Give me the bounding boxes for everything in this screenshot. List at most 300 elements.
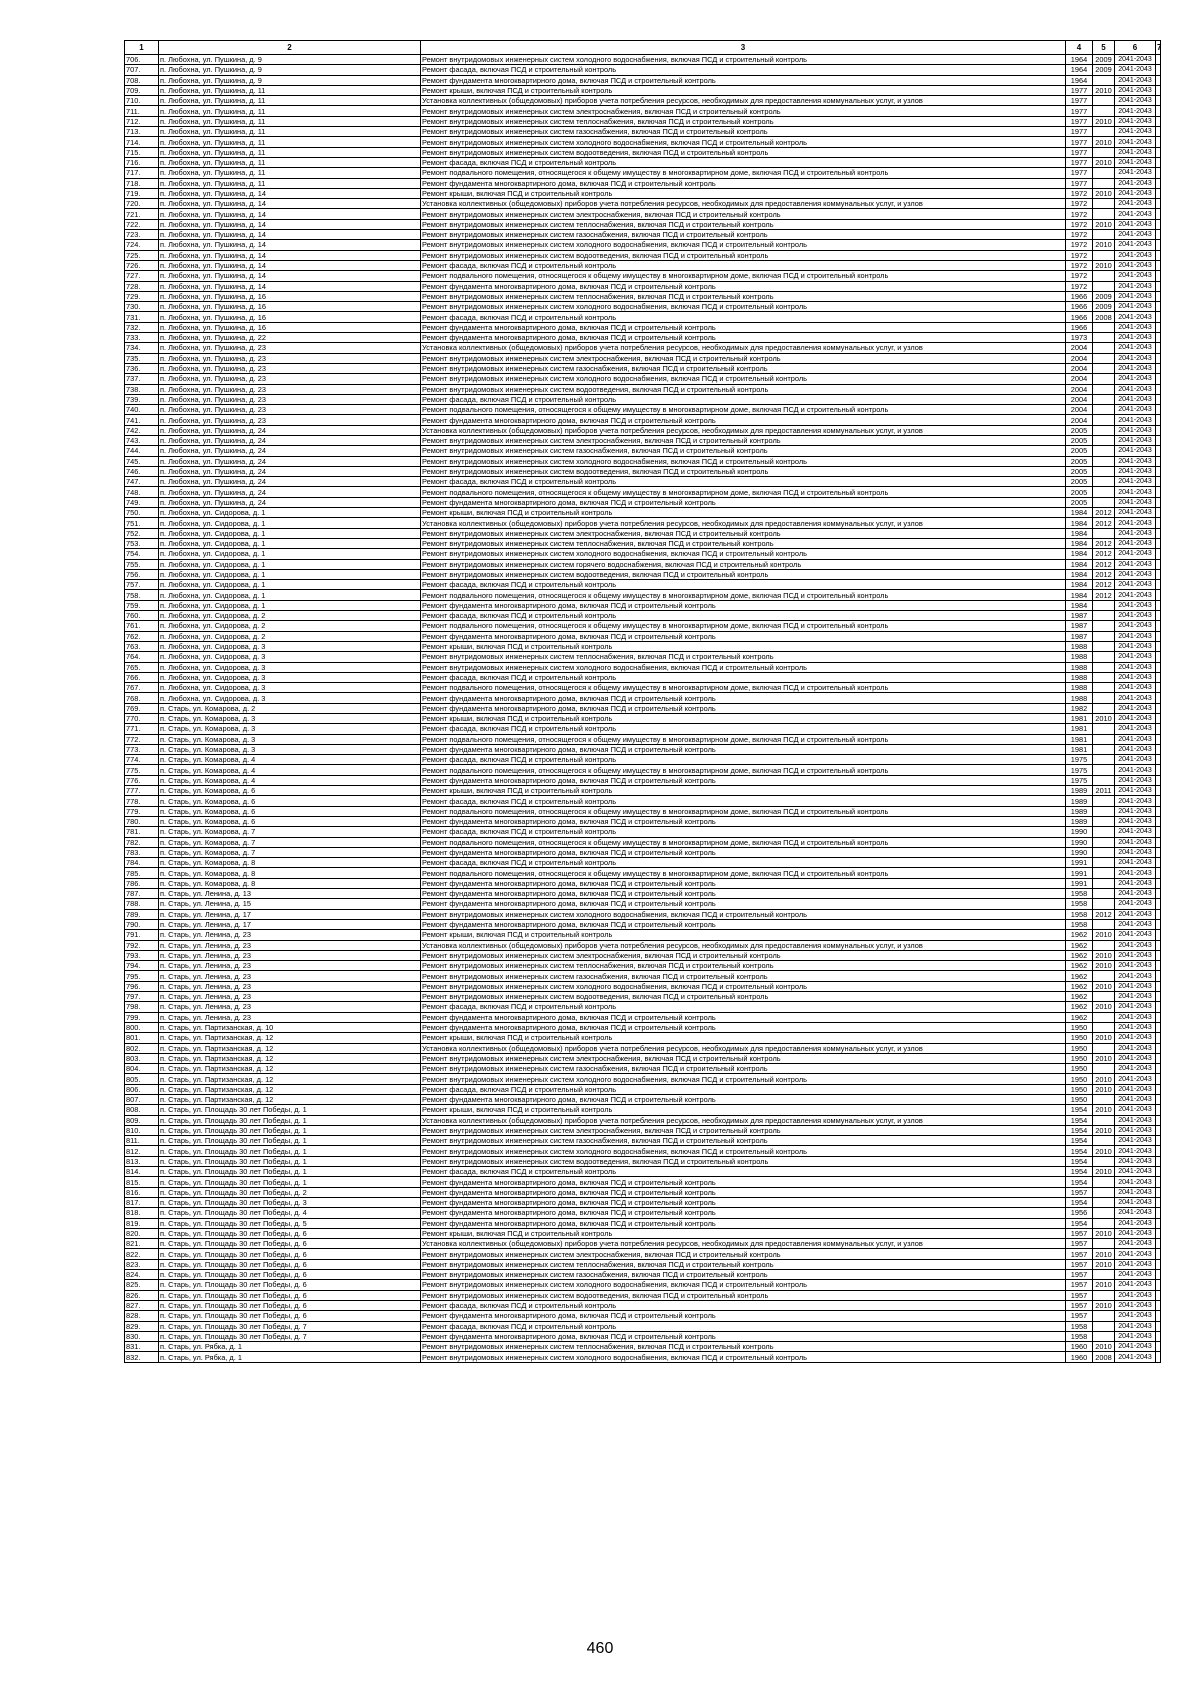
address-cell: п. Любохна, ул. Пушкина, д. 11 <box>159 137 421 147</box>
empty-cell <box>1156 157 1161 167</box>
row-number: 818. <box>125 1208 159 1218</box>
empty-cell <box>1156 199 1161 209</box>
work-type-cell: Ремонт внутридомовых инженерных систем теплоснабжения, включая ПСД и строительный контроль <box>421 219 1066 229</box>
empty-cell <box>1156 353 1161 363</box>
planned-period-cell: 2041-2043 <box>1115 1146 1156 1156</box>
build-year-cell: 2004 <box>1066 415 1093 425</box>
table-row <box>125 487 1161 497</box>
planned-period-cell: 2041-2043 <box>1115 1033 1156 1043</box>
empty-cell <box>1156 508 1161 518</box>
build-year-cell: 1950 <box>1066 1043 1093 1053</box>
work-type-cell: Ремонт фасада, включая ПСД и строительный контроль <box>421 827 1066 837</box>
table-row <box>125 188 1161 198</box>
address-cell: п. Старь, ул. Площадь 30 лет Победы, д. 1 <box>159 1167 421 1177</box>
address-cell: п. Любохна, ул. Сидорова, д. 3 <box>159 662 421 672</box>
build-year-cell: 1962 <box>1066 961 1093 971</box>
work-type-cell: Ремонт фасада, включая ПСД и строительный контроль <box>421 477 1066 487</box>
last-repair-year-cell <box>1093 816 1115 826</box>
row-number: 792. <box>125 940 159 950</box>
work-type-cell: Ремонт внутридомовых инженерных систем газоснабжения, включая ПСД и строительный контроль <box>421 446 1066 456</box>
build-year-cell: 1954 <box>1066 1105 1093 1115</box>
work-type-cell: Ремонт подвального помещения, относящегося к общему имуществу в многоквартирном доме, включая ПСД и строительный контроль <box>421 271 1066 281</box>
last-repair-year-cell <box>1093 343 1115 353</box>
address-cell: п. Старь, ул. Ленина, д. 15 <box>159 899 421 909</box>
planned-period-cell: 2041-2043 <box>1115 219 1156 229</box>
last-repair-year-cell: 2010 <box>1093 961 1115 971</box>
empty-cell <box>1156 806 1161 816</box>
planned-period-cell: 2041-2043 <box>1115 1187 1156 1197</box>
row-number: 787. <box>125 889 159 899</box>
row-number: 789. <box>125 909 159 919</box>
work-type-cell: Ремонт фасада, включая ПСД и строительный контроль <box>421 1300 1066 1310</box>
build-year-cell: 1966 <box>1066 312 1093 322</box>
planned-period-cell: 2041-2043 <box>1115 384 1156 394</box>
planned-period-cell: 2041-2043 <box>1115 312 1156 322</box>
work-type-cell: Ремонт фундамента многоквартирного дома, включая ПСД и строительный контроль <box>421 497 1066 507</box>
table-row <box>125 281 1161 291</box>
address-cell: п. Любохна, ул. Пушкина, д. 14 <box>159 219 421 229</box>
row-number: 822. <box>125 1249 159 1259</box>
table-row <box>125 744 1161 754</box>
empty-cell <box>1156 600 1161 610</box>
header-col-3: 3 <box>421 41 1066 55</box>
table-row <box>125 724 1161 734</box>
planned-period-cell: 2041-2043 <box>1115 157 1156 167</box>
empty-cell <box>1156 1074 1161 1084</box>
row-number: 715. <box>125 147 159 157</box>
build-year-cell: 1960 <box>1066 1352 1093 1362</box>
build-year-cell: 1977 <box>1066 116 1093 126</box>
planned-period-cell: 2041-2043 <box>1115 302 1156 312</box>
table-row <box>125 734 1161 744</box>
address-cell: п. Любохна, ул. Пушкина, д. 16 <box>159 302 421 312</box>
last-repair-year-cell <box>1093 1187 1115 1197</box>
address-cell: п. Старь, ул. Площадь 30 лет Победы, д. 6 <box>159 1280 421 1290</box>
row-number: 737. <box>125 374 159 384</box>
planned-period-cell: 2041-2043 <box>1115 889 1156 899</box>
address-cell: п. Любохна, ул. Пушкина, д. 11 <box>159 85 421 95</box>
build-year-cell: 1990 <box>1066 837 1093 847</box>
empty-cell <box>1156 837 1161 847</box>
planned-period-cell: 2041-2043 <box>1115 755 1156 765</box>
last-repair-year-cell: 2010 <box>1093 137 1115 147</box>
build-year-cell: 1972 <box>1066 260 1093 270</box>
last-repair-year-cell <box>1093 765 1115 775</box>
planned-period-cell: 2041-2043 <box>1115 1249 1156 1259</box>
address-cell: п. Любохна, ул. Пушкина, д. 14 <box>159 188 421 198</box>
empty-cell <box>1156 1228 1161 1238</box>
work-type-cell: Ремонт фасада, включая ПСД и строительный контроль <box>421 312 1066 322</box>
address-cell: п. Старь, ул. Комарова, д. 3 <box>159 724 421 734</box>
build-year-cell: 1957 <box>1066 1290 1093 1300</box>
planned-period-cell: 2041-2043 <box>1115 1342 1156 1352</box>
row-number: 716. <box>125 157 159 167</box>
build-year-cell: 1957 <box>1066 1280 1093 1290</box>
last-repair-year-cell <box>1093 1094 1115 1104</box>
table-row <box>125 909 1161 919</box>
planned-period-cell: 2041-2043 <box>1115 559 1156 569</box>
empty-cell <box>1156 1208 1161 1218</box>
row-number: 832. <box>125 1352 159 1362</box>
last-repair-year-cell: 2012 <box>1093 538 1115 548</box>
last-repair-year-cell <box>1093 127 1115 137</box>
last-repair-year-cell: 2012 <box>1093 569 1115 579</box>
planned-period-cell: 2041-2043 <box>1115 621 1156 631</box>
empty-cell <box>1156 374 1161 384</box>
work-type-cell: Ремонт внутридомовых инженерных систем горячего водоснабжения, включая ПСД и строительный контроль <box>421 559 1066 569</box>
address-cell: п. Старь, ул. Комарова, д. 3 <box>159 734 421 744</box>
last-repair-year-cell <box>1093 209 1115 219</box>
table-row <box>125 157 1161 167</box>
address-cell: п. Любохна, ул. Пушкина, д. 14 <box>159 209 421 219</box>
table-row <box>125 55 1161 65</box>
table-row <box>125 178 1161 188</box>
last-repair-year-cell <box>1093 281 1115 291</box>
planned-period-cell: 2041-2043 <box>1115 1136 1156 1146</box>
planned-period-cell: 2041-2043 <box>1115 950 1156 960</box>
row-number: 819. <box>125 1218 159 1228</box>
table-row <box>125 1228 1161 1238</box>
build-year-cell: 1950 <box>1066 1022 1093 1032</box>
table-row <box>125 1280 1161 1290</box>
empty-cell <box>1156 291 1161 301</box>
last-repair-year-cell <box>1093 672 1115 682</box>
empty-cell <box>1156 662 1161 672</box>
address-cell: п. Любохна, ул. Сидорова, д. 1 <box>159 580 421 590</box>
build-year-cell: 1962 <box>1066 930 1093 940</box>
table-row <box>125 641 1161 651</box>
empty-cell <box>1156 1259 1161 1269</box>
empty-cell <box>1156 1033 1161 1043</box>
table-row <box>125 1125 1161 1135</box>
planned-period-cell: 2041-2043 <box>1115 786 1156 796</box>
document-table-container <box>124 40 1160 1363</box>
empty-cell <box>1156 909 1161 919</box>
row-number: 723. <box>125 230 159 240</box>
last-repair-year-cell: 2010 <box>1093 116 1115 126</box>
address-cell: п. Старь, ул. Партизанская, д. 12 <box>159 1064 421 1074</box>
build-year-cell: 1964 <box>1066 55 1093 65</box>
address-cell: п. Старь, ул. Рябка, д. 1 <box>159 1352 421 1362</box>
address-cell: п. Любохна, ул. Пушкина, д. 23 <box>159 353 421 363</box>
planned-period-cell: 2041-2043 <box>1115 703 1156 713</box>
planned-period-cell: 2041-2043 <box>1115 508 1156 518</box>
last-repair-year-cell <box>1093 199 1115 209</box>
planned-period-cell: 2041-2043 <box>1115 981 1156 991</box>
work-type-cell: Ремонт фундамента многоквартирного дома, включая ПСД и строительный контроль <box>421 178 1066 188</box>
address-cell: п. Любохна, ул. Пушкина, д. 23 <box>159 394 421 404</box>
table-row <box>125 714 1161 724</box>
planned-period-cell: 2041-2043 <box>1115 662 1156 672</box>
page-number: 460 <box>586 1640 614 1657</box>
build-year-cell: 1954 <box>1066 1125 1093 1135</box>
work-type-cell: Ремонт фасада, включая ПСД и строительный контроль <box>421 1002 1066 1012</box>
address-cell: п. Любохна, ул. Пушкина, д. 11 <box>159 106 421 116</box>
empty-cell <box>1156 672 1161 682</box>
planned-period-cell: 2041-2043 <box>1115 796 1156 806</box>
address-cell: п. Старь, ул. Площадь 30 лет Победы, д. 6 <box>159 1228 421 1238</box>
last-repair-year-cell: 2012 <box>1093 508 1115 518</box>
build-year-cell: 1975 <box>1066 775 1093 785</box>
empty-cell <box>1156 868 1161 878</box>
build-year-cell: 2005 <box>1066 487 1093 497</box>
empty-cell <box>1156 281 1161 291</box>
planned-period-cell: 2041-2043 <box>1115 477 1156 487</box>
address-cell: п. Старь, ул. Комарова, д. 7 <box>159 837 421 847</box>
planned-period-cell: 2041-2043 <box>1115 106 1156 116</box>
build-year-cell: 1977 <box>1066 106 1093 116</box>
last-repair-year-cell <box>1093 744 1115 754</box>
last-repair-year-cell: 2009 <box>1093 291 1115 301</box>
build-year-cell: 1962 <box>1066 992 1093 1002</box>
address-cell: п. Старь, ул. Площадь 30 лет Победы, д. 6 <box>159 1249 421 1259</box>
build-year-cell: 1958 <box>1066 1321 1093 1331</box>
row-number: 830. <box>125 1331 159 1341</box>
last-repair-year-cell: 2010 <box>1093 1002 1115 1012</box>
row-number: 814. <box>125 1167 159 1177</box>
work-type-cell: Ремонт фасада, включая ПСД и строительный контроль <box>421 1084 1066 1094</box>
header-col-5: 5 <box>1093 41 1115 55</box>
last-repair-year-cell: 2010 <box>1093 1074 1115 1084</box>
last-repair-year-cell <box>1093 652 1115 662</box>
work-type-cell: Ремонт внутридомовых инженерных систем водоотведения, включая ПСД и строительный контроль <box>421 992 1066 1002</box>
empty-cell <box>1156 127 1161 137</box>
address-cell: п. Старь, ул. Площадь 30 лет Победы, д. 5 <box>159 1218 421 1228</box>
row-number: 794. <box>125 961 159 971</box>
table-row <box>125 1321 1161 1331</box>
work-type-cell: Ремонт фундамента многоквартирного дома, включая ПСД и строительный контроль <box>421 889 1066 899</box>
last-repair-year-cell <box>1093 775 1115 785</box>
table-row <box>125 260 1161 270</box>
last-repair-year-cell <box>1093 641 1115 651</box>
planned-period-cell: 2041-2043 <box>1115 1084 1156 1094</box>
work-type-cell: Ремонт внутридомовых инженерных систем теплоснабжения, включая ПСД и строительный контроль <box>421 961 1066 971</box>
row-number: 805. <box>125 1074 159 1084</box>
planned-period-cell: 2041-2043 <box>1115 1012 1156 1022</box>
address-cell: п. Старь, ул. Партизанская, д. 10 <box>159 1022 421 1032</box>
work-type-cell: Ремонт фундамента многоквартирного дома, включая ПСД и строительный контроль <box>421 631 1066 641</box>
empty-cell <box>1156 992 1161 1002</box>
empty-cell <box>1156 528 1161 538</box>
row-number: 763. <box>125 641 159 651</box>
address-cell: п. Любохна, ул. Пушкина, д. 24 <box>159 497 421 507</box>
work-type-cell: Установка коллективных (общедомовых) приборов учета потребления ресурсов, необходимых для предоставления коммунальных услуг, и узлов <box>421 940 1066 950</box>
last-repair-year-cell: 2010 <box>1093 1167 1115 1177</box>
planned-period-cell: 2041-2043 <box>1115 1167 1156 1177</box>
planned-period-cell: 2041-2043 <box>1115 992 1156 1002</box>
empty-cell <box>1156 188 1161 198</box>
table-row <box>125 466 1161 476</box>
build-year-cell: 1989 <box>1066 806 1093 816</box>
last-repair-year-cell <box>1093 477 1115 487</box>
address-cell: п. Любохна, ул. Сидорова, д. 3 <box>159 652 421 662</box>
row-number: 796. <box>125 981 159 991</box>
row-number: 813. <box>125 1156 159 1166</box>
build-year-cell: 1954 <box>1066 1177 1093 1187</box>
planned-period-cell: 2041-2043 <box>1115 1208 1156 1218</box>
build-year-cell: 1984 <box>1066 590 1093 600</box>
build-year-cell: 1962 <box>1066 1012 1093 1022</box>
last-repair-year-cell <box>1093 796 1115 806</box>
build-year-cell: 1972 <box>1066 281 1093 291</box>
last-repair-year-cell: 2010 <box>1093 1342 1115 1352</box>
empty-cell <box>1156 240 1161 250</box>
row-number: 711. <box>125 106 159 116</box>
address-cell: п. Старь, ул. Площадь 30 лет Победы, д. 6 <box>159 1311 421 1321</box>
address-cell: п. Старь, ул. Партизанская, д. 12 <box>159 1094 421 1104</box>
table-row <box>125 868 1161 878</box>
build-year-cell: 1964 <box>1066 65 1093 75</box>
last-repair-year-cell: 2010 <box>1093 1033 1115 1043</box>
empty-cell <box>1156 827 1161 837</box>
table-row <box>125 1136 1161 1146</box>
work-type-cell: Ремонт крыши, включая ПСД и строительный контроль <box>421 508 1066 518</box>
work-type-cell: Ремонт внутридомовых инженерных систем холодного водоснабжения, включая ПСД и строительный контроль <box>421 981 1066 991</box>
address-cell: п. Любохна, ул. Пушкина, д. 11 <box>159 96 421 106</box>
header-col-6: 6 <box>1115 41 1156 55</box>
address-cell: п. Старь, ул. Площадь 30 лет Победы, д. 1 <box>159 1125 421 1135</box>
address-cell: п. Любохна, ул. Пушкина, д. 23 <box>159 374 421 384</box>
last-repair-year-cell: 2010 <box>1093 1300 1115 1310</box>
build-year-cell: 1977 <box>1066 127 1093 137</box>
work-type-cell: Ремонт внутридомовых инженерных систем теплоснабжения, включая ПСД и строительный контроль <box>421 116 1066 126</box>
build-year-cell: 1988 <box>1066 641 1093 651</box>
last-repair-year-cell <box>1093 466 1115 476</box>
empty-cell <box>1156 538 1161 548</box>
empty-cell <box>1156 394 1161 404</box>
address-cell: п. Старь, ул. Ленина, д. 23 <box>159 950 421 960</box>
address-cell: п. Старь, ул. Комарова, д. 6 <box>159 796 421 806</box>
address-cell: п. Старь, ул. Площадь 30 лет Победы, д. 6 <box>159 1270 421 1280</box>
row-number: 708. <box>125 75 159 85</box>
table-row <box>125 312 1161 322</box>
empty-cell <box>1156 1177 1161 1187</box>
build-year-cell: 1954 <box>1066 1167 1093 1177</box>
empty-cell <box>1156 1218 1161 1228</box>
planned-period-cell: 2041-2043 <box>1115 1156 1156 1166</box>
table-row <box>125 559 1161 569</box>
empty-cell <box>1156 1311 1161 1321</box>
last-repair-year-cell: 2012 <box>1093 518 1115 528</box>
empty-cell <box>1156 1290 1161 1300</box>
table-row <box>125 961 1161 971</box>
table-row <box>125 435 1161 445</box>
empty-cell <box>1156 847 1161 857</box>
table-row <box>125 1311 1161 1321</box>
planned-period-cell: 2041-2043 <box>1115 1259 1156 1269</box>
build-year-cell: 1988 <box>1066 693 1093 703</box>
empty-cell <box>1156 1043 1161 1053</box>
table-row <box>125 425 1161 435</box>
build-year-cell: 1981 <box>1066 714 1093 724</box>
empty-cell <box>1156 641 1161 651</box>
planned-period-cell: 2041-2043 <box>1115 1105 1156 1115</box>
last-repair-year-cell <box>1093 1177 1115 1187</box>
address-cell: п. Любохна, ул. Пушкина, д. 23 <box>159 415 421 425</box>
planned-period-cell: 2041-2043 <box>1115 127 1156 137</box>
row-number: 707. <box>125 65 159 75</box>
table-row <box>125 847 1161 857</box>
empty-cell <box>1156 1084 1161 1094</box>
row-number: 807. <box>125 1094 159 1104</box>
row-number: 801. <box>125 1033 159 1043</box>
build-year-cell: 1977 <box>1066 96 1093 106</box>
table-row <box>125 889 1161 899</box>
build-year-cell: 1991 <box>1066 878 1093 888</box>
row-number: 802. <box>125 1043 159 1053</box>
empty-cell <box>1156 456 1161 466</box>
row-number: 773. <box>125 744 159 754</box>
last-repair-year-cell <box>1093 250 1115 260</box>
work-type-cell: Ремонт фундамента многоквартирного дома, включая ПСД и строительный контроль <box>421 75 1066 85</box>
row-number: 755. <box>125 559 159 569</box>
work-type-cell: Ремонт фасада, включая ПСД и строительный контроль <box>421 672 1066 682</box>
build-year-cell: 1991 <box>1066 868 1093 878</box>
planned-period-cell: 2041-2043 <box>1115 1177 1156 1187</box>
table-row <box>125 837 1161 847</box>
address-cell: п. Старь, ул. Комарова, д. 2 <box>159 703 421 713</box>
row-number: 756. <box>125 569 159 579</box>
planned-period-cell: 2041-2043 <box>1115 1022 1156 1032</box>
empty-cell <box>1156 1239 1161 1249</box>
last-repair-year-cell: 2012 <box>1093 559 1115 569</box>
table-row <box>125 662 1161 672</box>
table-row <box>125 765 1161 775</box>
row-number: 823. <box>125 1259 159 1269</box>
work-type-cell: Ремонт фасада, включая ПСД и строительный контроль <box>421 394 1066 404</box>
row-number: 788. <box>125 899 159 909</box>
planned-period-cell: 2041-2043 <box>1115 714 1156 724</box>
last-repair-year-cell <box>1093 734 1115 744</box>
work-type-cell: Ремонт внутридомовых инженерных систем холодного водоснабжения, включая ПСД и строительный контроль <box>421 456 1066 466</box>
planned-period-cell: 2041-2043 <box>1115 199 1156 209</box>
table-row <box>125 806 1161 816</box>
empty-cell <box>1156 1300 1161 1310</box>
row-number: 790. <box>125 919 159 929</box>
address-cell: п. Старь, ул. Площадь 30 лет Победы, д. 6 <box>159 1290 421 1300</box>
row-number: 828. <box>125 1311 159 1321</box>
row-number: 768. <box>125 693 159 703</box>
work-type-cell: Ремонт внутридомовых инженерных систем электроснабжения, включая ПСД и строительный контроль <box>421 435 1066 445</box>
address-cell: п. Старь, ул. Ленина, д. 23 <box>159 930 421 940</box>
empty-cell <box>1156 775 1161 785</box>
last-repair-year-cell <box>1093 1321 1115 1331</box>
row-number: 753. <box>125 538 159 548</box>
last-repair-year-cell <box>1093 878 1115 888</box>
table-row <box>125 75 1161 85</box>
work-type-cell: Ремонт фундамента многоквартирного дома, включая ПСД и строительный контроль <box>421 1197 1066 1207</box>
planned-period-cell: 2041-2043 <box>1115 1321 1156 1331</box>
address-cell: п. Любохна, ул. Пушкина, д. 14 <box>159 260 421 270</box>
empty-cell <box>1156 343 1161 353</box>
build-year-cell: 1950 <box>1066 1074 1093 1084</box>
planned-period-cell: 2041-2043 <box>1115 405 1156 415</box>
work-type-cell: Ремонт фундамента многоквартирного дома, включая ПСД и строительный контроль <box>421 1218 1066 1228</box>
work-type-cell: Ремонт внутридомовых инженерных систем холодного водоснабжения, включая ПСД и строительный контроль <box>421 662 1066 672</box>
build-year-cell: 1960 <box>1066 1342 1093 1352</box>
empty-cell <box>1156 1156 1161 1166</box>
work-type-cell: Ремонт внутридомовых инженерных систем газоснабжения, включая ПСД и строительный контроль <box>421 1270 1066 1280</box>
build-year-cell: 1984 <box>1066 559 1093 569</box>
empty-cell <box>1156 1115 1161 1125</box>
planned-period-cell: 2041-2043 <box>1115 487 1156 497</box>
row-number: 803. <box>125 1053 159 1063</box>
row-number: 719. <box>125 188 159 198</box>
build-year-cell: 1984 <box>1066 549 1093 559</box>
last-repair-year-cell <box>1093 1012 1115 1022</box>
build-year-cell: 1954 <box>1066 1197 1093 1207</box>
empty-cell <box>1156 116 1161 126</box>
